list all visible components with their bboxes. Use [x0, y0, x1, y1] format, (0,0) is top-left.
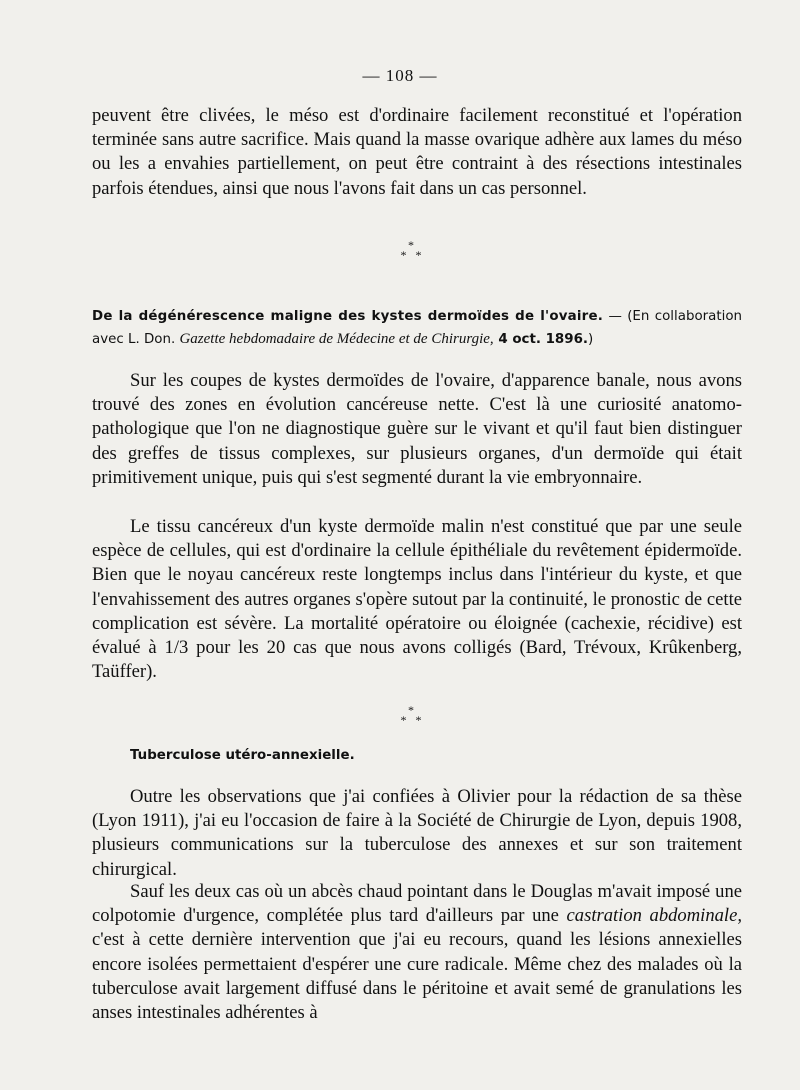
separator-asterism: * * * — [400, 703, 422, 727]
paragraph-continuation: peuvent être clivées, le méso est d'ordinaire facilement reconstitué et l'opération terminée sans autre sacrifice. Mais quand la masse ovarique adhère aux lames du méso ou les a envahies partiellement, on peut être contraint à des résections intestinales parfois étendues, ainsi que nous l'avons fait dans un cas personnel. — [92, 105, 742, 199]
section-heading-dermoid — [92, 306, 742, 351]
section-title-tuberculose: Tuberculose utéro-annexielle. — [130, 748, 355, 763]
collaboration-note: — (En collaboration avec L. Don. — [92, 309, 743, 347]
page-number: — 108 — — [362, 66, 438, 85]
paragraph-dermoid-2: Le tissu cancéreux d'un kyste dermoïde malin n'est constitué que par une seule espèce de cellules, qui est d'ordinaire la cellule épithéliale du revêtement épidermoïde. Bien que le noyau cancéreux reste longtemps inclus dans l'intérieur du kyste, et que l'envahissement des autres organes s'opère sutout par la continuité, le pronostic de cette complication est sévère. La mortalité opératoire ou éloignée (cachexie, récidive) est évalué à 1/3 pour les 20 cas que nous avons colligés (Bard, Trévoux, Krûkenberg, Taüffer). — [92, 516, 742, 683]
text-run: c'est à cette dernière intervention que j'ai eu recours, quand les lésions annexielles encore isolées permettaient d'espérer une cure radicale. Même chez des malades où la tuberculose avait largement diffusé dans le péritoine et avait semé de granulations les anses intestinales adhérentes à — [92, 929, 742, 1024]
closing-paren: ) — [587, 332, 594, 347]
section-title: De la dégénérescence maligne des kystes dermoïdes de l'ovaire. — [92, 309, 604, 324]
paragraph-dermoid-1: Sur les coupes de kystes dermoïdes de l'ovaire, d'apparence banale, nous avons trouvé des zones en évolution cancéreuse nette. C'est là une curiosité anatomo-pathologique que l'on ne diagnostique guère sur le vivant et qu'il faut bien distinguer des greffes de tissus complexes, sur plusieurs organes, d'un dermoïde qui était primitivement unique, puis qui s'est segmenté durant la vie embryonnaire. — [92, 370, 742, 488]
italic-term: castration abdominale, — [566, 905, 742, 927]
publication-date: 4 oct. 1896. — [493, 332, 588, 347]
paragraph-tuberculose-1: Outre les observations que j'ai confiées à Olivier pour la rédaction de sa thèse (Lyon 1911), j'ai eu l'occasion de faire à la Société de Chirurgie de Lyon, depuis 1908, plusieurs communications sur la tuberculose des annexes et sur son traitement chirurgical. — [92, 786, 742, 880]
separator-asterism: * * * — [400, 238, 422, 262]
text-run: Sauf les deux cas où un abcès chaud pointant dans le Douglas m'avait imposé une colpotomie d'urgence, complétée plus tard d'ailleurs par une — [92, 881, 742, 927]
journal-reference: Gazette hebdomadaire de Médecine et de Chirurgie, — [179, 331, 494, 347]
paragraph-tuberculose-2 — [92, 880, 742, 1025]
